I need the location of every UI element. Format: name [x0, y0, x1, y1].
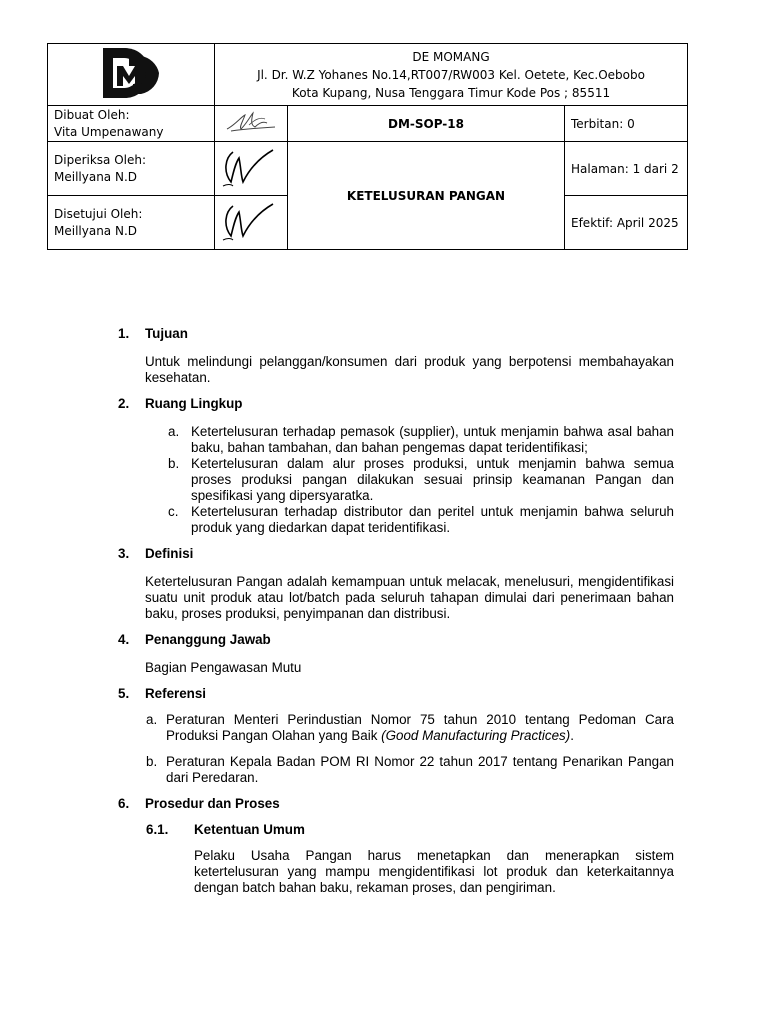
signature-icon [221, 107, 281, 137]
section-ruang-lingkup [118, 396, 674, 536]
dm-logo-icon [99, 46, 163, 100]
terbitan-cell: Terbitan: 0 [565, 106, 688, 142]
made-by-label: Dibuat Oleh: [54, 107, 130, 122]
section-heading [118, 632, 674, 648]
section-tujuan [118, 326, 674, 386]
reference-item [146, 712, 674, 744]
made-by-cell [48, 106, 215, 142]
subsection-title: Ketentuan Umum [194, 822, 305, 837]
signature-icon [219, 198, 283, 244]
section-title: Ruang Lingkup [145, 396, 243, 411]
list-text: Ketertelusuran terhadap distributor dan peritel untuk menjamin bahwa seluruh produk yang diedarkan dapat teridentifikasi. [191, 504, 674, 535]
list-letter: c. [168, 504, 179, 519]
approved-by-name: Meillyana N.D [54, 223, 137, 238]
section-number: 3. [118, 546, 130, 561]
reference-end: . [570, 728, 574, 743]
list-text: Ketertelusuran dalam alur proses produksi, untuk menjamin bahwa semua proses produksi pangan dilakukan sesuai prinsip keamanan Pangan dan spesifikasi yang dipersyaratka. [191, 456, 674, 503]
section-number: 4. [118, 632, 130, 647]
list-item [168, 456, 674, 504]
list-text: Ketertelusuran terhadap pemasok (supplier), untuk menjamin bahwa asal bahan baku, bahan tambahan, dan bahan pengemas dapat teridentifikasi; [191, 424, 674, 455]
company-info [215, 44, 688, 106]
company-logo [48, 44, 215, 106]
subsection-paragraph: Pelaku Usaha Pangan harus menetapkan dan menerapkan sistem ketertelusuran yang mampu mengidentifikasi lot produk dan keterkaitannya dengan batch bahan baku, rekaman proses, dan pengiriman. [194, 848, 674, 895]
section-paragraph: Ketertelusuran Pangan adalah kemampuan untuk melacak, menelusuri, mengidentifikasi suatu unit produk atau lot/batch pada seluruh tahapan dimulai dari penerimaan bahan baku, proses produksi, penyimpanan dan distribusi. [145, 574, 674, 621]
checked-by-cell [48, 142, 215, 196]
scope-list [168, 424, 674, 536]
list-item [168, 504, 674, 536]
section-number: 2. [118, 396, 130, 411]
made-by-name: Vita Umpenawany [54, 124, 164, 139]
section-prosedur [118, 796, 674, 896]
section-heading [118, 546, 674, 562]
reference-list [146, 712, 674, 786]
approved-by-signature [215, 196, 288, 250]
halaman-cell: Halaman: 1 dari 2 [565, 142, 688, 196]
section-paragraph: Untuk melindungi pelanggan/konsumen dari produk yang berpotensi membahayakan kesehatan. [145, 354, 674, 385]
list-text: Peraturan Kepala Badan POM RI Nomor 22 tahun 2017 tentang Penarikan Pangan dari Peredaran. [166, 754, 674, 785]
checked-by-name: Meillyana N.D [54, 169, 137, 184]
checked-by-signature [215, 142, 288, 196]
section-number: 1. [118, 326, 130, 341]
section-title: Referensi [145, 686, 207, 701]
list-letter: a. [146, 712, 158, 727]
reference-item [146, 754, 674, 786]
efektif-cell: Efektif: April 2025 [565, 196, 688, 250]
approved-by-cell [48, 196, 215, 250]
approved-by-label: Disetujui Oleh: [54, 206, 143, 221]
section-heading [118, 686, 674, 702]
doc-code: DM-SOP-18 [288, 106, 565, 142]
list-letter: b. [168, 456, 180, 471]
signature-icon [219, 144, 283, 190]
section-title: Tujuan [145, 326, 188, 341]
list-letter: b. [146, 754, 158, 769]
made-by-signature [215, 106, 288, 142]
section-penanggung-jawab [118, 632, 674, 676]
section-heading [118, 796, 674, 812]
section-title: Definisi [145, 546, 194, 561]
reference-text: Peraturan Menteri Perindustian Nomor 75 tahun 2010 tentang Pedoman Cara Produksi Pangan Olahan yang Baik [166, 712, 674, 743]
section-definisi [118, 546, 674, 622]
list-text [166, 712, 674, 744]
section-paragraph: Bagian Pengawasan Mutu [145, 660, 302, 675]
section-number: 6. [118, 796, 130, 811]
list-letter: a. [168, 424, 180, 439]
section-heading [118, 326, 674, 342]
section-heading [118, 396, 674, 412]
section-title: Prosedur dan Proses [145, 796, 280, 811]
list-item [168, 424, 674, 456]
reference-italic: (Good Manufacturing Practices) [381, 728, 571, 743]
document-header-table [47, 43, 688, 250]
document-body [118, 326, 674, 896]
subsection-heading [146, 822, 674, 838]
checked-by-label: Diperiksa Oleh: [54, 152, 147, 167]
subsection-number: 6.1. [146, 822, 169, 837]
doc-title: KETELUSURAN PANGAN [288, 142, 565, 250]
section-number: 5. [118, 686, 130, 701]
section-referensi [118, 686, 674, 786]
company-name: DE MOMANG [412, 49, 490, 64]
section-title: Penanggung Jawab [145, 632, 271, 647]
company-address-line2: Kota Kupang, Nusa Tenggara Timur Kode Pos ; 85511 [291, 85, 611, 100]
company-address-line1: Jl. Dr. W.Z Yohanes No.14,RT007/RW003 Kel. Oetete, Kec.Oebobo [257, 67, 645, 82]
